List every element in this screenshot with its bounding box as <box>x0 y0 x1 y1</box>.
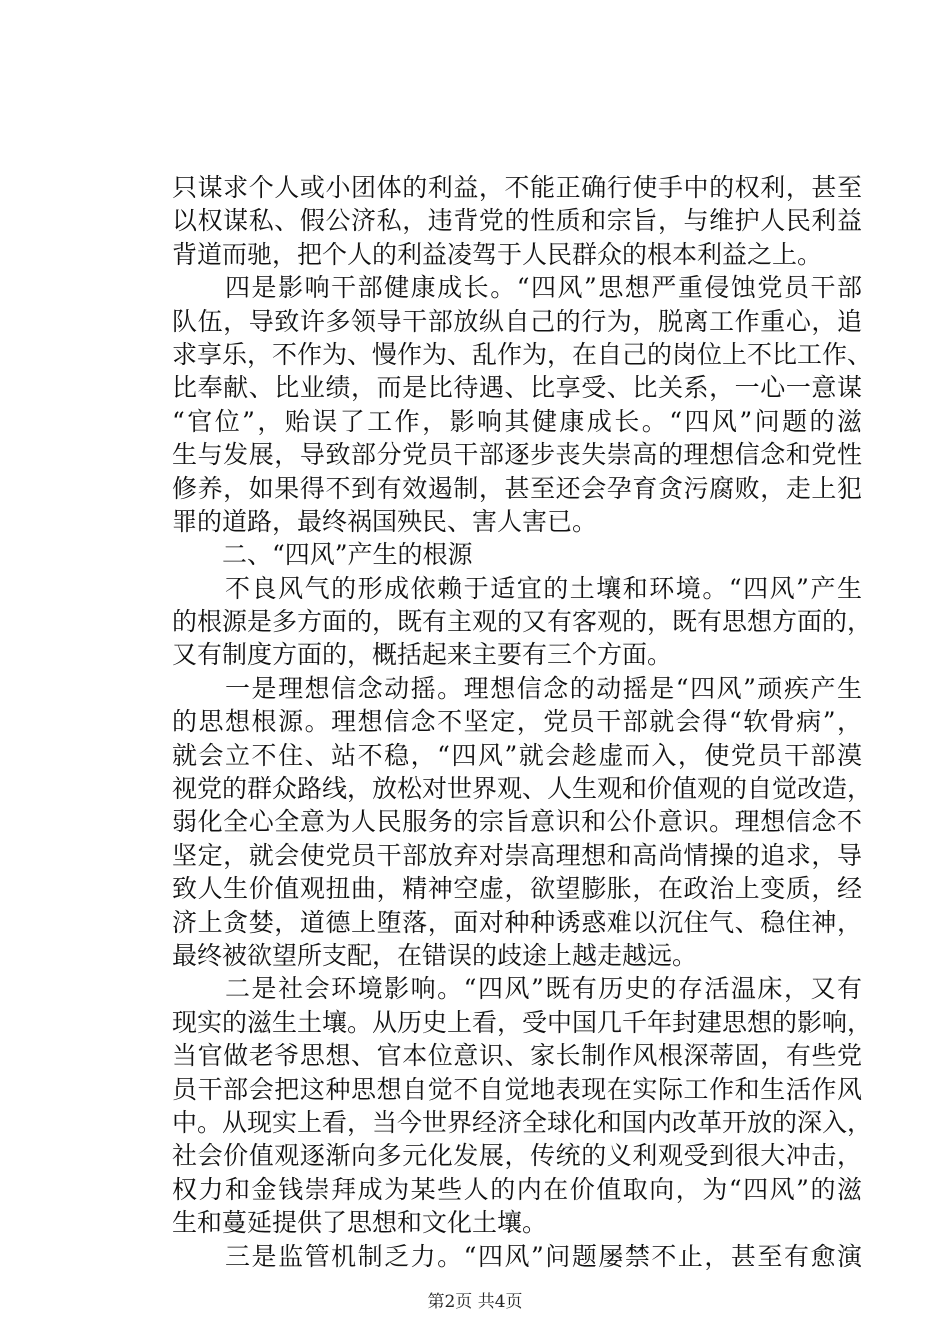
text-line: 的思想根源。理想信念不坚定，党员干部就会得“软骨病”， <box>172 707 862 737</box>
text-line: 现实的滋生土壤。从历史上看，受中国几千年封建思想的影响， <box>172 1007 873 1037</box>
text-line: 四是影响干部健康成长。“四风”思想严重侵蚀党员干部 <box>172 273 862 303</box>
text-line: 生和蔓延提供了思想和文化土壤。 <box>172 1208 548 1238</box>
text-line: 当官做老爷思想、官本位意识、家长制作风根深蒂固，有些党 <box>172 1041 862 1071</box>
text-line: 三是监管机制乏力。“四风”问题屡禁不止，甚至有愈演 <box>172 1241 862 1271</box>
text-line: 就会立不住、站不稳，“四风”就会趁虚而入，使党员干部漠 <box>172 740 862 770</box>
text-line: 生与发展，导致部分党员干部逐步丧失崇高的理想信念和党性 <box>172 440 862 470</box>
text-line: 中。从现实上看，当今世界经济全球化和国内改革开放的深入， <box>172 1107 873 1137</box>
text-line: 社会价值观逐渐向多元化发展，传统的义利观受到很大冲击， <box>172 1141 862 1171</box>
text-line: 最终被欲望所支配，在错误的歧途上越走越远。 <box>172 940 698 970</box>
text-line: 又有制度方面的，概括起来主要有三个方面。 <box>172 640 673 670</box>
text-line: 的根源是多方面的，既有主观的又有客观的，既有思想方面的， <box>172 607 873 637</box>
text-line: 比奉献、比业绩，而是比待遇、比享受、比关系，一心一意谋 <box>172 373 862 403</box>
page-footer: 第2页 共4页 <box>427 1292 523 1312</box>
text-line: 二是社会环境影响。“四风”既有历史的存活温床，又有 <box>172 974 862 1004</box>
text-line: 罪的道路，最终祸国殃民、害人害已。 <box>172 506 598 536</box>
text-line: 修养，如果得不到有效遏制，甚至还会孕育贪污腐败，走上犯 <box>172 473 862 503</box>
text-line: 只谋求个人或小团体的利益，不能正确行使手中的权利，甚至 <box>172 173 862 202</box>
text-line: 不良风气的形成依赖于适宜的土壤和环境。“四风”产生 <box>172 573 862 603</box>
text-line: 视党的群众路线，放松对世界观、人生观和价值观的自觉改造， <box>172 774 873 804</box>
text-line: 济上贪婪，道德上堕落，面对种种诱惑难以沉住气、稳住神， <box>172 907 862 937</box>
text-line: 致人生价值观扭曲，精神空虚，欲望膨胀，在政治上变质，经 <box>172 874 862 904</box>
text-line: 一是理想信念动摇。理想信念的动摇是“四风”顽疾产生 <box>172 673 862 703</box>
text-line: 权力和金钱崇拜成为某些人的内在价值取向，为“四风”的滋 <box>172 1174 862 1204</box>
text-line: 员干部会把这种思想自觉不自觉地表现在实际工作和生活作风 <box>172 1074 862 1104</box>
text-line: 以权谋私、假公济私，违背党的性质和宗旨，与维护人民利益 <box>172 206 862 236</box>
text-line: 求享乐，不作为、慢作为、乱作为，在自己的岗位上不比工作、 <box>172 339 873 369</box>
text-line: 二、“四风”产生的根源 <box>172 540 473 570</box>
text-line: 坚定，就会使党员干部放弃对崇高理想和高尚情操的追求，导 <box>172 840 862 870</box>
text-line: 队伍，导致许多领导干部放纵自己的行为，脱离工作重心，追 <box>172 306 862 336</box>
text-line: 背道而驰，把个人的利益凌驾于人民群众的根本利益之上。 <box>172 239 823 269</box>
document-body <box>172 171 873 1273</box>
text-line: “官位”，贻误了工作，影响其健康成长。“四风”问题的滋 <box>172 406 862 436</box>
text-line: 弱化全心全意为人民服务的宗旨意识和公仆意识。理想信念不 <box>172 807 862 837</box>
